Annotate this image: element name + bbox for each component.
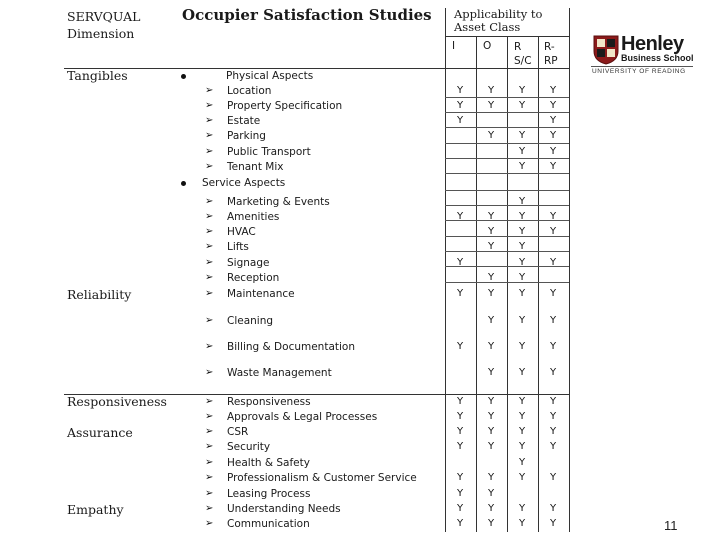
- criterion-label: Tenant Mix: [227, 161, 284, 173]
- applicability-cell: Y: [487, 130, 495, 141]
- criterion-label: Understanding Needs: [227, 503, 341, 515]
- applicability-cell: Y: [518, 411, 526, 422]
- applicability-cell: Y: [518, 503, 526, 514]
- applicability-cell: Y: [456, 257, 464, 268]
- applicability-cell: Y: [549, 226, 557, 237]
- applicability-cell: Y: [456, 518, 464, 529]
- dimension-label: Responsiveness: [67, 394, 167, 409]
- arrow-bullet-icon: ➢: [205, 288, 214, 299]
- henley-logo: [590, 33, 700, 78]
- grid-line: [445, 8, 446, 532]
- applicability-cell: Y: [456, 115, 464, 126]
- applicability-cell: Y: [487, 341, 495, 352]
- applicability-cell: Y: [456, 211, 464, 222]
- criterion-label: Billing & Documentation: [227, 341, 355, 353]
- row-rule: [445, 266, 569, 267]
- arrow-bullet-icon: ➢: [205, 367, 214, 378]
- applicability-cell: Y: [487, 396, 495, 407]
- applicability-cell: Y: [549, 85, 557, 96]
- applicability-cell: Y: [549, 161, 557, 172]
- arrow-bullet-icon: ➢: [205, 518, 214, 529]
- criterion-label: Maintenance: [227, 288, 295, 300]
- criterion-label: Signage: [227, 257, 270, 269]
- logo-university: UNIVERSITY OF READING: [592, 68, 686, 75]
- applicability-cell: Y: [518, 161, 526, 172]
- criterion-label: HVAC: [227, 226, 256, 238]
- applicability-cell: Y: [549, 100, 557, 111]
- grid-line: [445, 36, 569, 37]
- applicability-cell: Y: [518, 367, 526, 378]
- criterion-label: Reception: [227, 272, 280, 284]
- grid-line: [507, 36, 508, 532]
- applicability-cell: Y: [518, 457, 526, 468]
- criterion-label: Amenities: [227, 211, 280, 223]
- row-rule: [445, 97, 569, 98]
- bullet-icon: [181, 74, 186, 79]
- applicability-cell: Y: [487, 315, 495, 326]
- applicability-cell: Y: [487, 426, 495, 437]
- criterion-label: CSR: [227, 426, 249, 438]
- arrow-bullet-icon: ➢: [205, 257, 214, 268]
- applicability-header: [454, 8, 542, 34]
- arrow-bullet-icon: ➢: [205, 457, 214, 468]
- dimension-label: Assurance: [67, 425, 133, 440]
- applicability-cell: Y: [487, 272, 495, 283]
- applicability-cell: Y: [549, 315, 557, 326]
- applicability-cell: Y: [487, 441, 495, 452]
- grid-line: [476, 36, 477, 532]
- arrow-bullet-icon: ➢: [205, 130, 214, 141]
- crest-icon: [593, 35, 619, 65]
- applicability-cell: Y: [487, 367, 495, 378]
- criterion-label: Responsiveness: [227, 396, 311, 408]
- arrow-bullet-icon: ➢: [205, 241, 214, 252]
- dimension-label: Empathy: [67, 502, 124, 517]
- col-header-i: I: [452, 40, 456, 52]
- applicability-cell: Y: [456, 488, 464, 499]
- arrow-bullet-icon: ➢: [205, 441, 214, 452]
- criterion-label: Parking: [227, 130, 266, 142]
- criterion-label: Communication: [227, 518, 310, 530]
- applicability-cell: Y: [518, 272, 526, 283]
- criterion-label: Waste Management: [227, 367, 332, 379]
- applicability-cell: Y: [518, 472, 526, 483]
- header-rule: [64, 68, 570, 69]
- grid-line: [569, 8, 570, 532]
- applicability-cell: Y: [549, 441, 557, 452]
- applicability-cell: Y: [518, 257, 526, 268]
- applicability-cell: Y: [549, 396, 557, 407]
- applicability-cell: Y: [456, 85, 464, 96]
- section-service: Service Aspects: [202, 177, 286, 189]
- applicability-cell: Y: [549, 367, 557, 378]
- arrow-bullet-icon: ➢: [205, 226, 214, 237]
- applicability-cell: Y: [549, 146, 557, 157]
- applicability-cell: Y: [456, 503, 464, 514]
- row-rule: [445, 205, 569, 206]
- col-header-o: O: [483, 40, 492, 52]
- applicability-header-line2: Asset Class: [454, 20, 521, 34]
- applicability-cell: Y: [487, 288, 495, 299]
- applicability-cell: Y: [518, 226, 526, 237]
- criterion-label: Security: [227, 441, 271, 453]
- applicability-cell: Y: [518, 100, 526, 111]
- row-rule: [445, 127, 569, 128]
- applicability-cell: Y: [518, 196, 526, 207]
- applicability-cell: Y: [487, 503, 495, 514]
- applicability-cell: Y: [456, 288, 464, 299]
- criterion-label: Estate: [227, 115, 261, 127]
- arrow-bullet-icon: ➢: [205, 211, 214, 222]
- applicability-cell: Y: [518, 341, 526, 352]
- applicability-cell: Y: [487, 100, 495, 111]
- applicability-cell: Y: [549, 472, 557, 483]
- logo-divider: [591, 66, 693, 67]
- applicability-cell: Y: [487, 211, 495, 222]
- applicability-cell: Y: [487, 488, 495, 499]
- arrow-bullet-icon: ➢: [205, 115, 214, 126]
- applicability-cell: Y: [518, 441, 526, 452]
- bullet-icon: [181, 181, 186, 186]
- dimension-label: Tangibles: [67, 68, 128, 83]
- arrow-bullet-icon: ➢: [205, 503, 214, 514]
- applicability-cell: Y: [487, 85, 495, 96]
- applicability-cell: Y: [518, 146, 526, 157]
- applicability-cell: Y: [456, 341, 464, 352]
- applicability-cell: Y: [549, 257, 557, 268]
- arrow-bullet-icon: ➢: [205, 100, 214, 111]
- row-rule: [445, 282, 569, 283]
- applicability-cell: Y: [549, 211, 557, 222]
- applicability-cell: Y: [487, 472, 495, 483]
- applicability-cell: Y: [487, 518, 495, 529]
- applicability-cell: Y: [456, 472, 464, 483]
- arrow-bullet-icon: ➢: [205, 472, 214, 483]
- arrow-bullet-icon: ➢: [205, 315, 214, 326]
- row-rule: [445, 220, 569, 221]
- applicability-cell: Y: [518, 315, 526, 326]
- applicability-cell: Y: [487, 411, 495, 422]
- criterion-label: Public Transport: [227, 146, 311, 158]
- arrow-bullet-icon: ➢: [205, 488, 214, 499]
- applicability-cell: Y: [549, 411, 557, 422]
- applicability-cell: Y: [456, 426, 464, 437]
- row-rule: [445, 190, 569, 191]
- dimension-label: Reliability: [67, 287, 132, 302]
- row-rule: [445, 143, 569, 144]
- criterion-label: Health & Safety: [227, 457, 310, 469]
- criterion-label: Marketing & Events: [227, 196, 330, 208]
- applicability-cell: Y: [549, 115, 557, 126]
- applicability-cell: Y: [549, 518, 557, 529]
- col-header-r-sc: R S/C: [514, 41, 532, 67]
- applicability-cell: Y: [518, 130, 526, 141]
- logo-subtitle: Business School: [621, 53, 694, 63]
- applicability-cell: Y: [518, 211, 526, 222]
- applicability-cell: Y: [456, 411, 464, 422]
- arrow-bullet-icon: ➢: [205, 196, 214, 207]
- applicability-cell: Y: [518, 288, 526, 299]
- criterion-label: Lifts: [227, 241, 249, 253]
- criterion-label: Cleaning: [227, 315, 274, 327]
- criterion-label: Property Specification: [227, 100, 343, 112]
- applicability-cell: Y: [518, 241, 526, 252]
- page-title: Occupier Satisfaction Studies: [182, 6, 432, 24]
- applicability-cell: Y: [549, 426, 557, 437]
- row-rule: [445, 112, 569, 113]
- criterion-label: Professionalism & Customer Service: [227, 472, 417, 484]
- criterion-label: Location: [227, 85, 272, 97]
- arrow-bullet-icon: ➢: [205, 85, 214, 96]
- row-rule: [445, 236, 569, 237]
- applicability-cell: Y: [518, 518, 526, 529]
- arrow-bullet-icon: ➢: [205, 341, 214, 352]
- applicability-cell: Y: [518, 396, 526, 407]
- applicability-cell: Y: [549, 288, 557, 299]
- criterion-label: Leasing Process: [227, 488, 311, 500]
- grid-line: [538, 36, 539, 532]
- applicability-cell: Y: [549, 503, 557, 514]
- applicability-cell: Y: [549, 130, 557, 141]
- dimension-header: [67, 10, 140, 41]
- arrow-bullet-icon: ➢: [205, 146, 214, 157]
- applicability-cell: Y: [487, 241, 495, 252]
- arrow-bullet-icon: ➢: [205, 396, 214, 407]
- applicability-cell: Y: [518, 426, 526, 437]
- arrow-bullet-icon: ➢: [205, 411, 214, 422]
- row-rule: [445, 251, 569, 252]
- section-physical: Physical Aspects: [226, 70, 314, 82]
- dimension-header-line1: SERVQUAL: [67, 9, 141, 24]
- applicability-cell: Y: [456, 100, 464, 111]
- arrow-bullet-icon: ➢: [205, 426, 214, 437]
- arrow-bullet-icon: ➢: [205, 272, 214, 283]
- dimension-header-line2: Dimension: [67, 26, 135, 41]
- applicability-cell: Y: [456, 441, 464, 452]
- applicability-cell: Y: [487, 226, 495, 237]
- applicability-cell: Y: [518, 85, 526, 96]
- criterion-label: Approvals & Legal Processes: [227, 411, 378, 423]
- logo-name: Henley: [621, 33, 684, 55]
- row-rule: [445, 173, 569, 174]
- arrow-bullet-icon: ➢: [205, 161, 214, 172]
- applicability-header-line1: Applicability to: [454, 7, 543, 21]
- row-rule: [445, 158, 569, 159]
- page-number: 11: [664, 518, 678, 533]
- applicability-cell: Y: [549, 341, 557, 352]
- applicability-cell: Y: [456, 396, 464, 407]
- col-header-r-rp: R- RP: [544, 41, 558, 67]
